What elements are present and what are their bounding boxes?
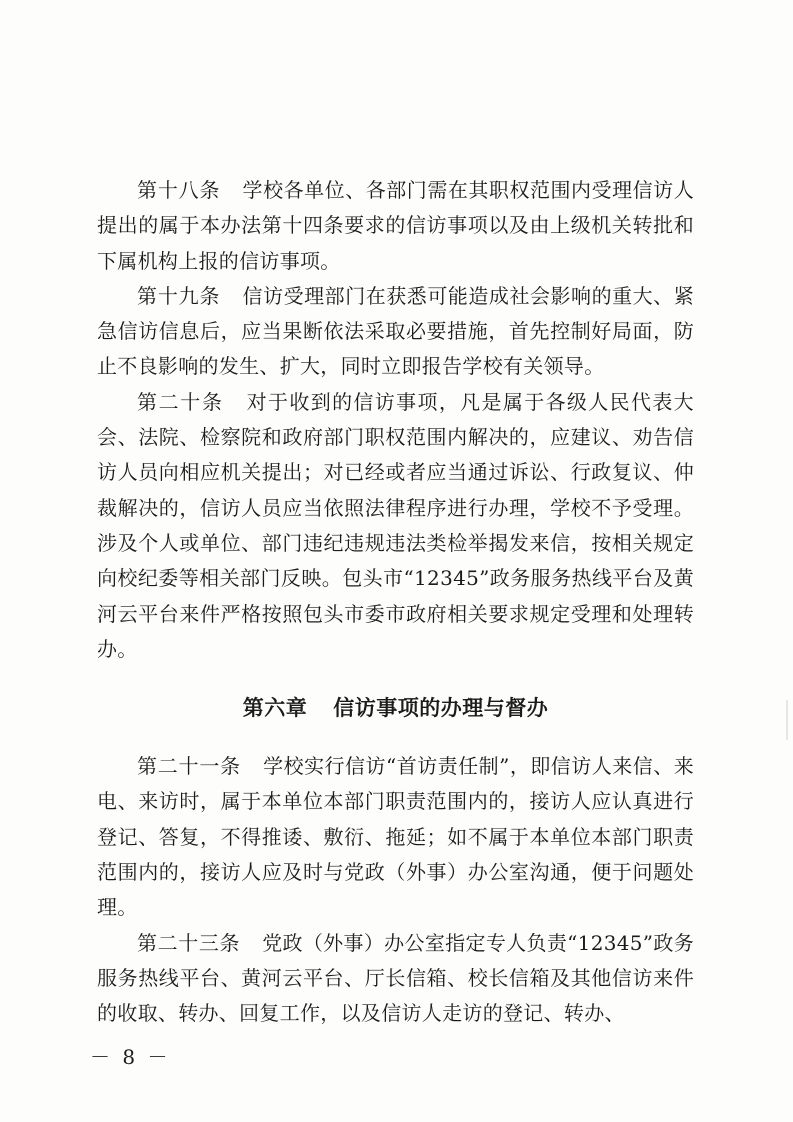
article-heading: 第十八条 [137, 178, 221, 202]
page-number: － 8 － [90, 1045, 171, 1069]
chapter-title: 信访事项的办理与督办 [333, 696, 549, 721]
article-heading: 第二十三条 [137, 930, 241, 955]
article-text: 学校各单位、各部门需在其职权范围内受理信访人提出的属于本办法第十四条要求的信访事项以及由上级机关转批和下属机构上报的信访事项。 [97, 178, 694, 273]
article-heading: 第十九条 [137, 283, 221, 308]
article-23 [97, 926, 694, 1032]
article-text: 信访受理部门在获悉可能造成社会影响的重大、紧急信访信息后，应当果断依法采取必要措施，首先控制好局面，防止不良影响的发生、扩大，同时立即报告学校有关领导。 [97, 283, 694, 379]
chapter-number: 第六章 [242, 696, 308, 721]
scan-edge-mark [786, 700, 788, 740]
article-20 [97, 385, 694, 667]
article-text: 学校实行信访“首访责任制”，即信访人来信、来电、来访时，属于本单位本部门职责范围内的，接访人应认真进行登记、答复，不得推诿、敷衍、拖延；如不属于本单位本部门职责范围内的，接访人应及时与党政（外事）办公室沟通，便于问题处理。 [97, 754, 694, 920]
article-19 [97, 279, 694, 385]
document-body [97, 173, 694, 1032]
article-heading: 第二十一条 [137, 754, 241, 779]
article-text: 对于收到的信访事项，凡是属于各级人民代表大会、法院、检察院和政府部门职权范围内解决的，应建议、劝告信访人员向相应机关提出；对已经或者应当通过诉讼、行政复议、仲裁解决的，信访人员应当依照法律程序进行办理，学校不予受理。涉及个人或单位、部门违纪违规违法类检举揭发来信，按相关规定向校纪委等相关部门反映。包头市“12345”政务服务热线平台及黄河云平台来件严格按照包头市委市政府相关要求规定受理和处理转办。 [97, 389, 694, 661]
article-heading: 第二十条 [137, 389, 224, 414]
article-18 [97, 173, 694, 279]
article-21 [97, 749, 694, 925]
article-text: 党政（外事）办公室指定专人负责“12345”政务服务热线平台、黄河云平台、厅长信箱、校长信箱及其他信访来件的收取、转办、回复工作，以及信访人走访的登记、转办、 [97, 930, 694, 1026]
chapter-heading [97, 690, 694, 726]
